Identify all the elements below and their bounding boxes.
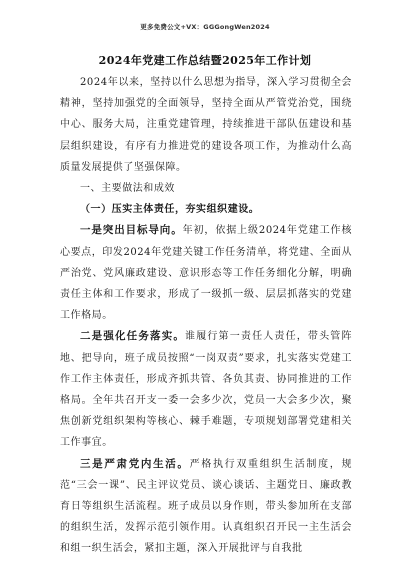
subsection-heading: （一）压实主体责任，夯实组织建设。 <box>80 204 260 216</box>
point-paragraph-1 <box>60 220 352 326</box>
point-text-1: 年初，依据上级2024年党建工作核心要点，印发2024年党建关键工作任务清单，将党建、全面从严治党、党风廉政建设、意识形态等工作任务细化分解，明确责任主体和工作要求，形成了一级抓一级、层层抓落实的党建工作格局。 <box>60 225 352 322</box>
section-heading: 一、主要做法和成效 <box>80 183 175 195</box>
intro-paragraph: 2024年以来，坚持以什么思想为指导，深入学习贯彻全会精神，坚持加强党的全面领导，坚持全面从严管党治党，围绕中心、服务大局，注重党建管理，持续推进干部队伍建设和基层组织建设，有序有力推进党的建设各项工作，为推动什么高质量发展提供了坚强保障。 <box>60 77 352 173</box>
point-lead-1: 一是突出目标导向。 <box>80 224 183 237</box>
point-lead-3: 三是严肃党内生活。 <box>80 457 190 470</box>
point-text-3: 严格执行双重组织生活制度，规范“三会一课”、民主评议党员、谈心谈话、主题党日、廉政教育日等组织生活流程。班子成员以身作则，带头参加所在支部的组织生活，发挥示范引领作用。认真组织召开民一主生活会和组一织生活会，紧扣主题，深入开展批评与自我批 <box>60 458 353 555</box>
header-note: 更多免费公文+VX：GGGongWen2024 <box>140 23 270 31</box>
document-body <box>60 72 352 560</box>
point-text-2: 谁履行第一责任人责任，带头管阵地、把导向，班子成员按照“一岗双责”要求，扎实落实党建工作工作主体责任，形成齐抓共管、各负其责、协同推进的工作格局。全年共召开支一委一会多少次，党员一大会多少次，聚焦创新党组织架构等核心、棘手难题，专项规划部署党建相关工作事宜。 <box>60 331 352 449</box>
point-paragraph-3 <box>60 454 352 560</box>
document-title: 2024年党建工作总结暨2025年工作计划 <box>98 54 312 67</box>
point-lead-2: 二是强化任务落实。 <box>80 330 186 343</box>
point-paragraph-2 <box>60 326 352 453</box>
